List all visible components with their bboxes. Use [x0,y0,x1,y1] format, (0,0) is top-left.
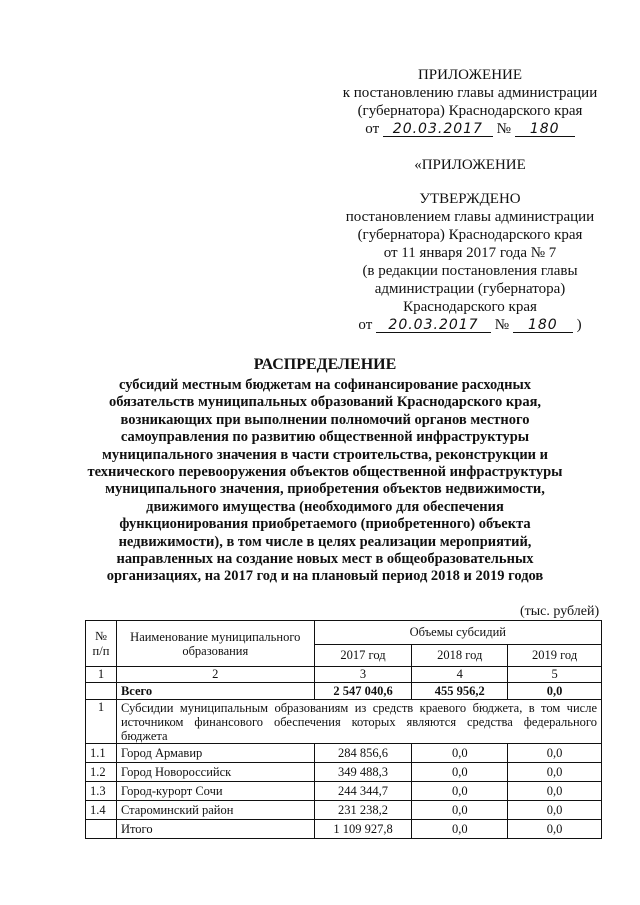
appendix-date: 20.03.2017 [383,120,493,137]
doc-title-line: самоуправления по развитию общественной инфраструктуры [120,429,530,446]
approved-line3: от 11 января 2017 года № 7 [383,245,557,261]
appendix-number: 180 [515,120,575,137]
approved-closing: ) [576,317,582,333]
row-name: Город Новороссийск [116,763,314,782]
approved-date-prefix: от [358,317,373,333]
subtotal-num-cell [86,820,117,839]
approved-line2: (губернатора) Краснодарского края [357,227,583,243]
table-row [86,801,602,820]
col-num-header: № п/п [86,621,117,667]
year-2018-header: 2018 год [412,645,508,667]
row-num: 1.1 [86,744,117,763]
index-cell: 3 [314,667,412,683]
total-2019: 0,0 [508,683,602,700]
header-row [86,621,602,645]
col-name-header: Наименование муниципального образования [116,621,314,667]
approved-date: 20.03.2017 [376,316,491,333]
doc-title-line: муниципального значения, приобретения объектов недвижимости, [105,481,545,498]
appendix-line2: (губернатора) Краснодарского края [357,103,583,119]
units-label: (тыс. рублей) [520,604,600,619]
row-2019: 0,0 [508,782,602,801]
total-2018: 455 956,2 [412,683,508,700]
doc-title-line: возникающих при выполнении полномочий органов местного [120,411,530,428]
table-row [86,782,602,801]
section-text: Субсидии муниципальным образованиям из средств краевого бюджета, в том числе источником финансового обеспечения которых являются средства федерального бюджета [116,700,601,744]
row-2018: 0,0 [412,782,508,801]
row-num: 1.3 [86,782,117,801]
row-2019: 0,0 [508,763,602,782]
approved-line4: (в редакции постановления главы [362,263,578,279]
approved-date-line [335,316,605,334]
appendix-block [335,66,605,138]
index-cell: 1 [86,667,117,683]
table-row [86,763,602,782]
row-2017: 231 238,2 [314,801,412,820]
doc-title-line: организациях, на 2017 год и на плановый период 2018 и 2019 годов [106,568,544,585]
total-2017: 2 547 040,6 [314,683,412,700]
year-2019-header: 2019 год [508,645,602,667]
row-num: 1.2 [86,763,117,782]
row-2017: 349 488,3 [314,763,412,782]
row-num: 1.4 [86,801,117,820]
row-2017: 244 344,7 [314,782,412,801]
row-2018: 0,0 [412,801,508,820]
index-cell: 5 [508,667,602,683]
approved-title: УТВЕРЖДЕНО [419,191,521,207]
col-volumes-header: Объемы субсидий [314,621,601,645]
row-2018: 0,0 [412,744,508,763]
section-num: 1 [86,700,117,744]
index-cell: 4 [412,667,508,683]
subtotal-label: Итого [116,820,314,839]
approved-block [335,156,605,334]
subsidies-table [85,620,602,839]
doc-title-line: функционирования приобретаемого (приобретенного) объекта [119,516,531,533]
total-row [86,683,602,700]
appendix-title: ПРИЛОЖЕНИЕ [417,67,523,83]
index-row [86,667,602,683]
approved-line5: администрации (губернатора) [374,281,566,297]
doc-title-main: РАСПРЕДЕЛЕНИЕ [253,356,397,373]
doc-title-line: недвижимости), в том числе в целях реализации мероприятий, [118,533,532,550]
doc-title-line: движимого имущества (необходимого для обеспечения [146,498,504,515]
index-cell: 2 [116,667,314,683]
row-2018: 0,0 [412,763,508,782]
appendix-date-prefix: от [365,121,380,137]
approved-line1: постановлением главы администрации [345,209,595,225]
row-2019: 0,0 [508,801,602,820]
section-row [86,700,602,744]
approved-appendix-title: «ПРИЛОЖЕНИЕ [414,157,526,173]
total-num-cell [86,683,117,700]
doc-title-line: направленных на создание новых мест в общеобразовательных [116,551,534,568]
doc-title-body [70,377,580,586]
doc-title-line: субсидий местным бюджетам на софинансирование расходных [118,377,532,393]
subtotal-2019: 0,0 [508,820,602,839]
row-2017: 284 856,6 [314,744,412,763]
approved-number: 180 [513,316,573,333]
row-name: Город-курорт Сочи [116,782,314,801]
row-2019: 0,0 [508,744,602,763]
row-name: Староминский район [116,801,314,820]
appendix-num-prefix: № [496,121,511,137]
appendix-line1: к постановлению главы администрации [342,85,598,101]
approved-num-prefix: № [494,317,510,333]
subtotal-2017: 1 109 927,8 [314,820,412,839]
appendix-date-line [335,120,605,138]
subtotal-2018: 0,0 [412,820,508,839]
subtotal-row [86,820,602,839]
doc-title-line: обязательств муниципальных образований Краснодарского края, [108,394,542,411]
doc-title-line: технического перевооружения объектов общественной инфраструктуры [87,464,563,481]
table-row [86,744,602,763]
row-name: Город Армавир [116,744,314,763]
approved-line6: Краснодарского края [403,299,537,315]
doc-title-line: муниципального значения в части строительства, реконструкции и [101,446,549,463]
total-label: Всего [116,683,314,700]
year-2017-header: 2017 год [314,645,412,667]
